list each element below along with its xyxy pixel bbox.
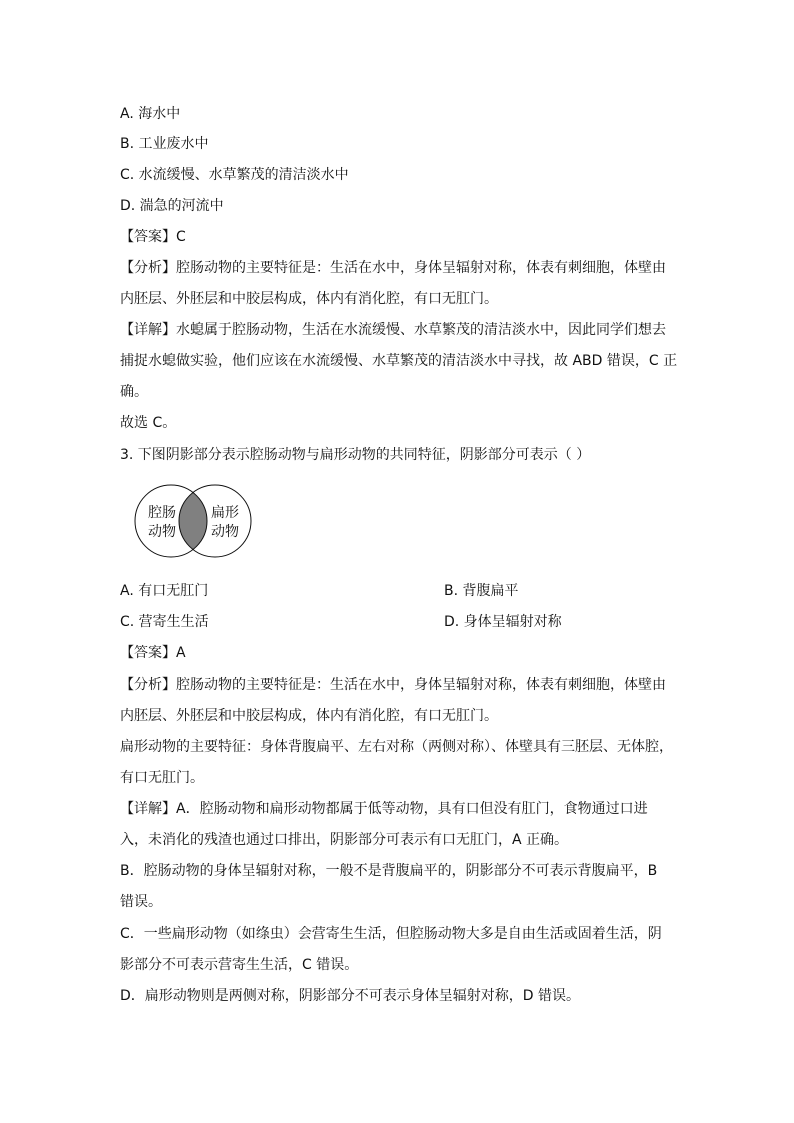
q3-option-c: C. 营寄生生活 [120, 614, 209, 630]
q3-analysis-line-3: 扁形动物的主要特征：身体背腹扁平、左右对称（两侧对称）、体壁具有三胚层、无体腔， [120, 739, 673, 755]
q2-detail-line-3: 确。 [120, 384, 148, 400]
venn-left-label-2: 动物 [148, 524, 176, 540]
q3-detail-line-5: C．一些扁形动物（如绦虫）会营寄生生活，但腔肠动物大多是自由生活或固着生活，阴 [120, 926, 662, 942]
q3-detail-line-1: 【详解】A．腔肠动物和扁形动物都属于低等动物，具有口但没有肛门，食物通过口进 [120, 801, 648, 817]
q2-option-d: D. 湍急的河流中 [120, 198, 224, 214]
q3-option-b: B. 背腹扁平 [444, 583, 519, 599]
q3-analysis-line-2: 内胚层、外胚层和中胶层构成，体内有消化腔，有口无肛门。 [120, 708, 498, 724]
q2-analysis-line-1: 【分析】腔肠动物的主要特征是：生活在水中，身体呈辐射对称，体表有刺细胞，体壁由 [120, 260, 666, 276]
q3-option-a: A. 有口无肛门 [120, 583, 209, 599]
q2-option-a: A. 海水中 [120, 106, 181, 122]
q2-conclusion: 故选 C。 [120, 415, 177, 431]
venn-right-label-2: 动物 [211, 524, 239, 540]
q2-detail-line-1: 【详解】水螅属于腔肠动物，生活在水流缓慢、水草繁茂的清洁淡水中，因此同学们想去 [120, 322, 666, 338]
q2-option-b: B. 工业废水中 [120, 136, 209, 152]
q2-option-c: C. 水流缓慢、水草繁茂的清洁淡水中 [120, 167, 349, 183]
q2-answer: 【答案】C [120, 229, 186, 245]
q3-analysis-line-4: 有口无肛门。 [120, 770, 204, 786]
q3-detail-line-3: B．腔肠动物的身体呈辐射对称，一般不是背腹扁平的，阴影部分不可表示背腹扁平，B [120, 863, 658, 879]
q3-answer: 【答案】A [120, 645, 186, 661]
venn-left-label-1: 腔肠 [148, 505, 176, 521]
q3-analysis-line-1: 【分析】腔肠动物的主要特征是：生活在水中，身体呈辐射对称，体表有刺细胞，体壁由 [120, 677, 666, 693]
q3-detail-line-4: 错误。 [120, 894, 162, 910]
q3-option-d: D. 身体呈辐射对称 [444, 614, 562, 630]
venn-right-label-1: 扁形 [211, 505, 239, 521]
q2-analysis-line-2: 内胚层、外胚层和中胶层构成，体内有消化腔，有口无肛门。 [120, 291, 498, 307]
q3-detail-line-2: 入，未消化的残渣也通过口排出，阴影部分可表示有口无肛门，A 正确。 [120, 832, 569, 848]
q3-question: 3. 下图阴影部分表示腔肠动物与扁形动物的共同特征，阴影部分可表示（ ） [120, 447, 591, 463]
q3-detail-line-7: D．扁形动物则是两侧对称，阴影部分不可表示身体呈辐射对称，D 错误。 [120, 988, 581, 1004]
q2-detail-line-2: 捕捉水螅做实验，他们应该在水流缓慢、水草繁茂的清洁淡水中寻找，故 ABD 错误，C 正 [120, 353, 678, 369]
q3-detail-line-6: 影部分不可表示营寄生生活，C 错误。 [120, 957, 359, 973]
venn-diagram [134, 484, 252, 558]
